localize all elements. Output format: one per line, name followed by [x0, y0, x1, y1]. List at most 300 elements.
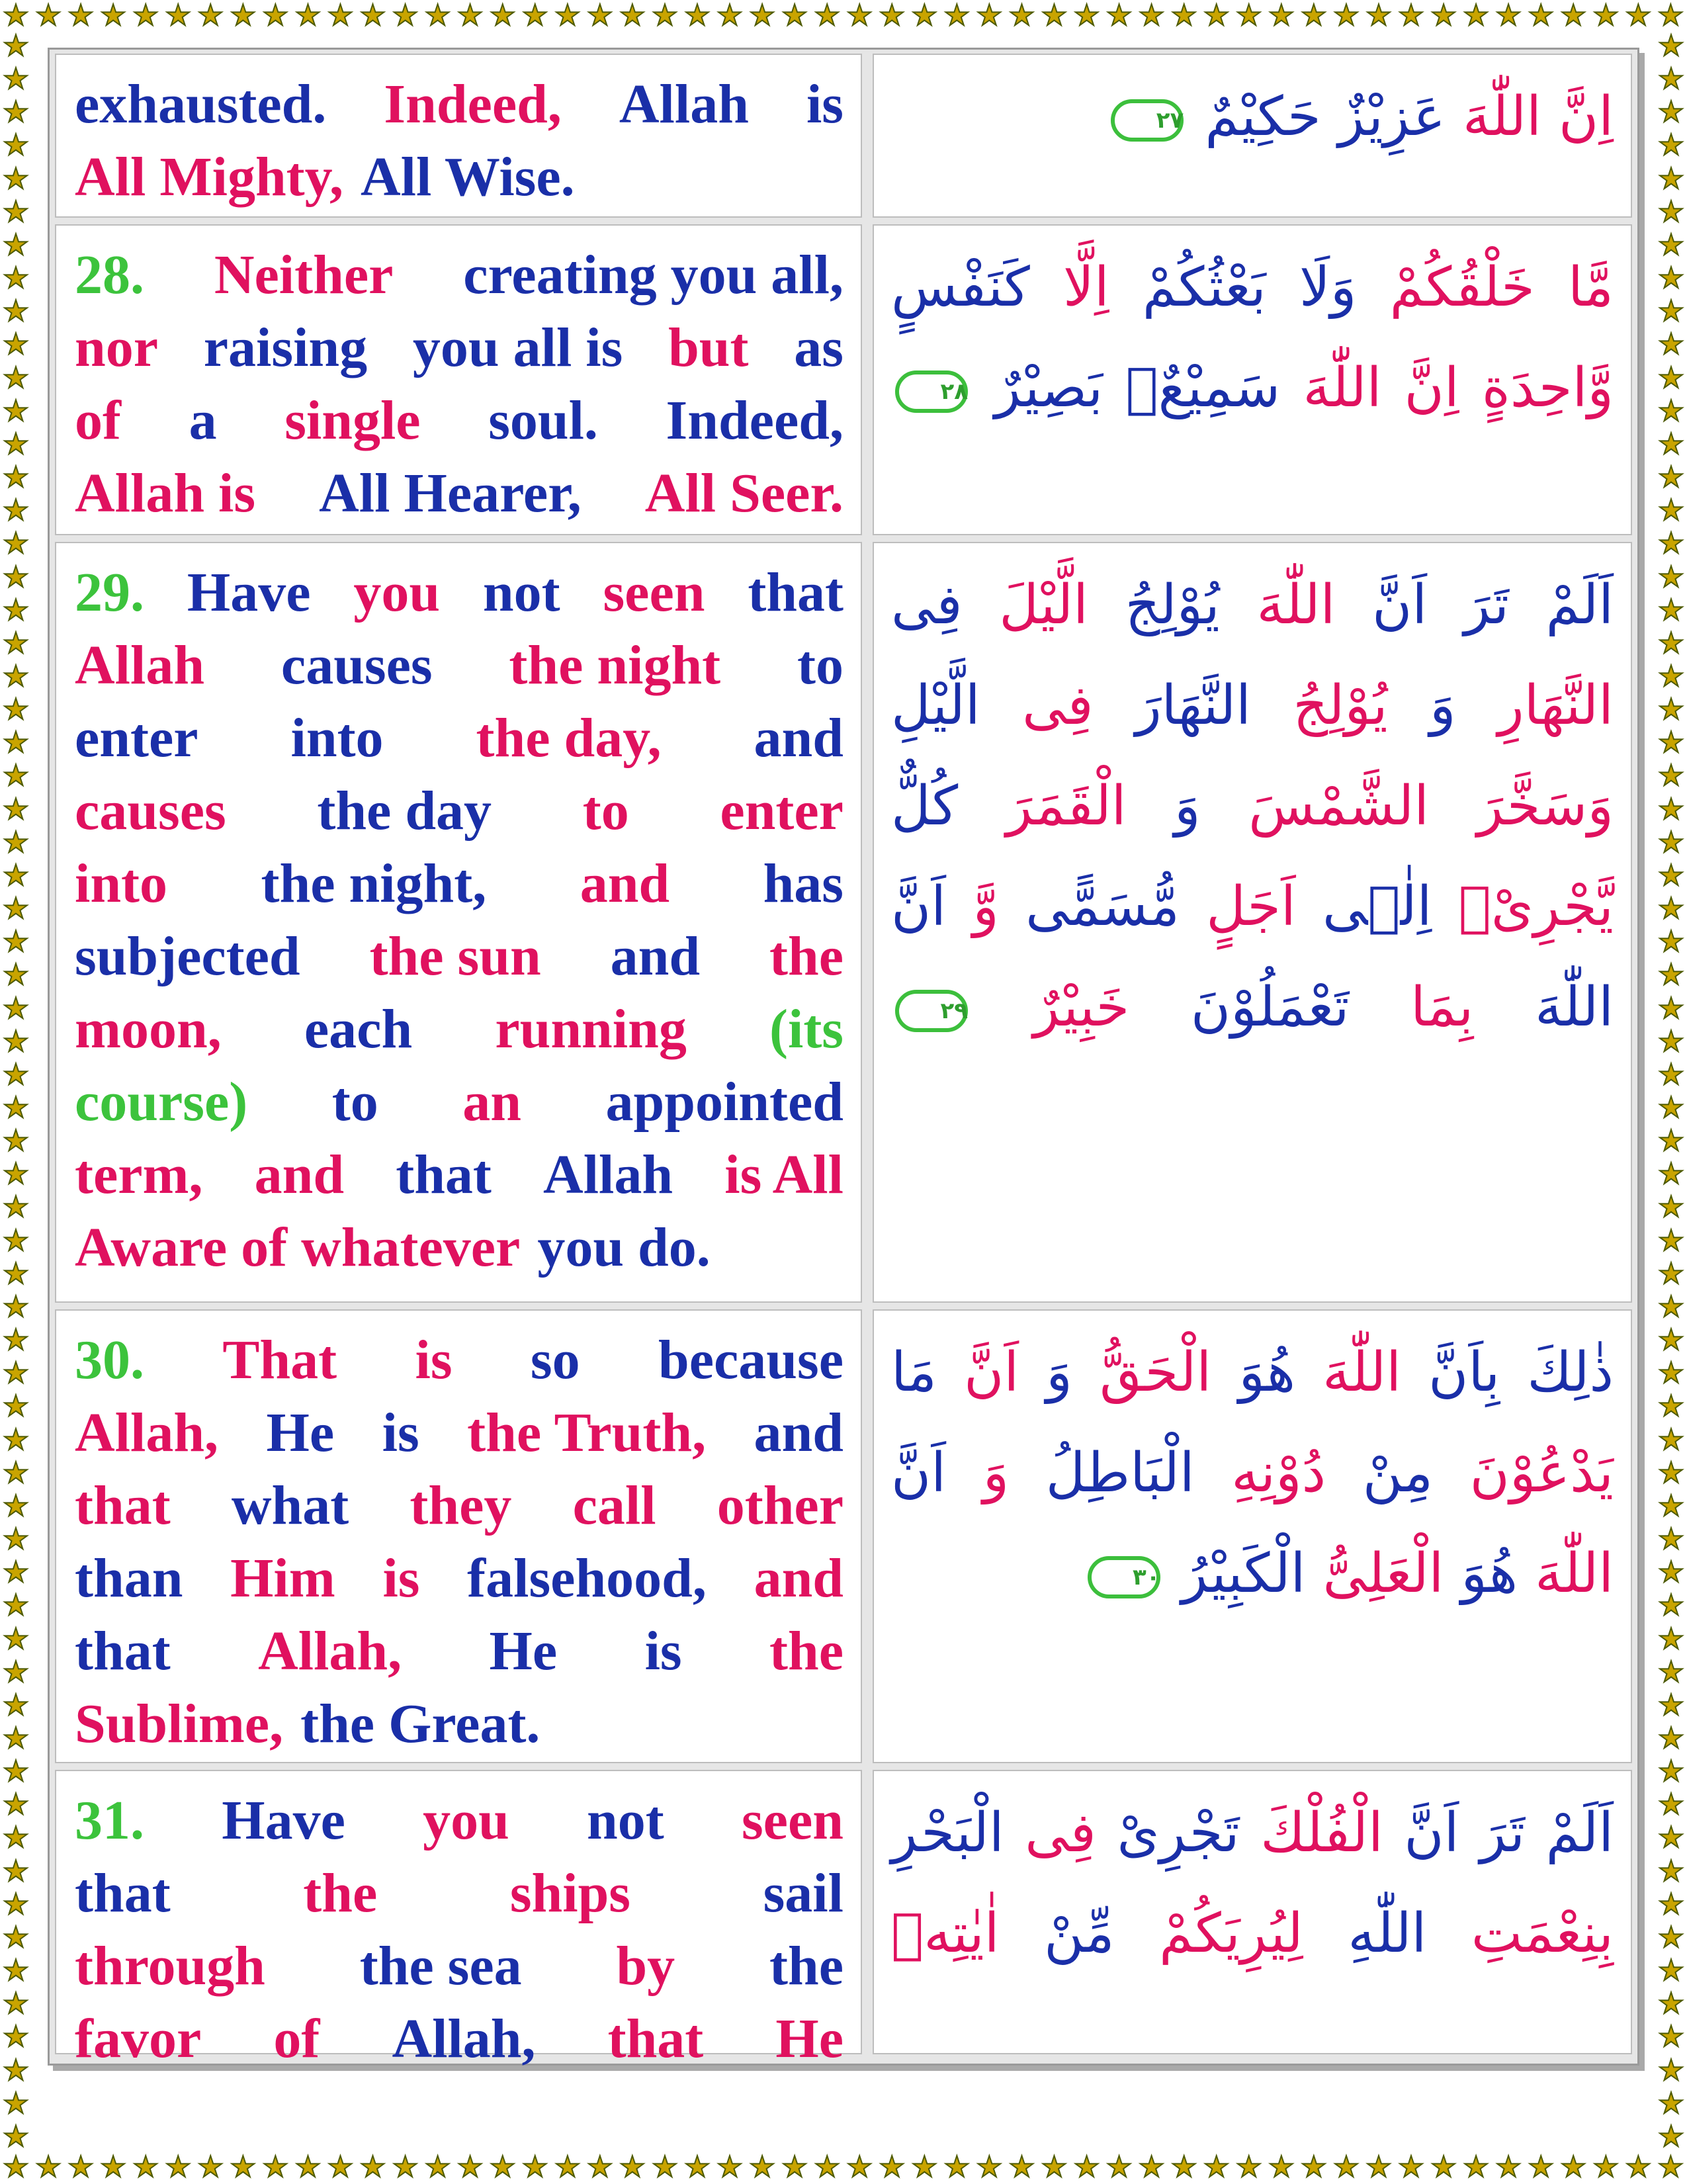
star-icon: ★ — [3, 1289, 29, 1324]
translation-word: All Hearer, — [319, 462, 582, 524]
arabic-word: وَ — [982, 1442, 1010, 1505]
star-icon: ★ — [1495, 2150, 1522, 2184]
star-icon: ★ — [3, 294, 29, 329]
star-icon: ★ — [3, 1091, 29, 1125]
arabic-word: الْفُلْكَ — [1260, 1802, 1383, 1864]
star-icon: ★ — [1658, 1489, 1684, 1523]
arabic-word: الْبَاطِلُ — [1045, 1442, 1195, 1505]
translation-word: Indeed, — [384, 73, 562, 135]
arabic-word: مِّنْ — [1044, 1902, 1115, 1965]
star-icon: ★ — [3, 494, 29, 528]
translation-word: 29. — [75, 562, 144, 623]
translation-word: is — [382, 1548, 420, 1609]
verse-table — [48, 48, 1639, 2070]
arabic-word: وَّ — [973, 875, 999, 938]
star-icon: ★ — [100, 2150, 126, 2184]
arabic-word: یُوْلِجُ — [1293, 674, 1388, 737]
ayah-number-marker-icon — [1088, 1556, 1160, 1598]
translation-word: to — [331, 1071, 378, 1133]
star-icon: ★ — [781, 2150, 808, 2184]
star-icon: ★ — [294, 2150, 322, 2184]
star-icon: ★ — [911, 2150, 938, 2184]
star-icon: ★ — [3, 1157, 29, 1192]
translation-word: you all is — [412, 317, 623, 378]
star-icon: ★ — [1463, 0, 1489, 32]
translation-word: enter — [75, 707, 198, 769]
arabic-word: مُّسَمًّى — [1025, 875, 1180, 938]
star-icon: ★ — [3, 1356, 29, 1391]
translation-word: the night, — [261, 853, 487, 914]
arabic-line — [891, 555, 1614, 656]
star-icon: ★ — [3, 460, 29, 495]
arabic-word: تَجْرِیْ — [1117, 1802, 1240, 1864]
arabic-word: الْقَمَرَ — [1006, 775, 1127, 838]
english-translation-cell — [55, 54, 862, 218]
translation-word: of — [273, 2008, 320, 2070]
star-icon: ★ — [3, 2150, 29, 2184]
translation-word: the — [769, 1935, 844, 1997]
star-icon: ★ — [1658, 1057, 1684, 1092]
star-icon: ★ — [3, 1887, 29, 1921]
star-icon: ★ — [3, 2020, 29, 2054]
translation-line — [75, 1469, 844, 1542]
star-icon: ★ — [1658, 261, 1684, 296]
star-icon: ★ — [1658, 626, 1684, 660]
star-icon: ★ — [262, 0, 289, 32]
star-icon: ★ — [3, 1024, 29, 1059]
star-icon: ★ — [911, 0, 938, 32]
star-icon: ★ — [3, 228, 29, 262]
star-icon: ★ — [3, 62, 29, 97]
arabic-word: اللّٰهَ — [1322, 1341, 1401, 1404]
translation-word: other — [716, 1475, 844, 1536]
verse-row — [55, 1309, 1632, 1763]
arabic-line — [891, 756, 1614, 857]
star-icon: ★ — [1658, 991, 1684, 1026]
translation-word: into — [75, 853, 168, 914]
star-icon: ★ — [1658, 1688, 1684, 1722]
star-icon: ★ — [1658, 95, 1684, 130]
arabic-word: النَّهَارِ — [1498, 674, 1614, 737]
arabic-word: اَنَّ — [1372, 574, 1428, 636]
translation-word: that — [748, 562, 844, 623]
star-icon: ★ — [3, 261, 29, 296]
star-icon: ★ — [1073, 2150, 1100, 2184]
translation-word: than — [75, 1548, 183, 1609]
star-icon: ★ — [3, 1057, 29, 1092]
translation-word: by — [616, 1935, 675, 1997]
star-icon: ★ — [3, 1987, 29, 2021]
translation-line — [75, 239, 844, 312]
star-icon: ★ — [1658, 394, 1684, 428]
translation-word: of — [75, 390, 121, 451]
translation-word: falsehood, — [467, 1548, 707, 1609]
star-icon: ★ — [1658, 1887, 1684, 1921]
star-icon: ★ — [1236, 0, 1262, 32]
star-icon: ★ — [1105, 0, 1133, 32]
arabic-line — [891, 67, 1614, 167]
translation-word: is — [644, 1620, 682, 1682]
arabic-word: الْحَقُّ — [1100, 1341, 1212, 1404]
star-icon: ★ — [1658, 460, 1684, 495]
translation-word: course) — [75, 1071, 248, 1133]
translation-word: creating you all, — [463, 244, 844, 306]
star-icon: ★ — [3, 95, 29, 130]
star-icon: ★ — [327, 0, 354, 32]
translation-word: what — [231, 1475, 349, 1536]
arabic-word: اَنَّ — [891, 875, 947, 938]
arabic-word: یَدْعُوْنَ — [1469, 1442, 1614, 1505]
star-icon: ★ — [1073, 0, 1100, 32]
translation-word: Allah, — [258, 1620, 402, 1682]
english-translation-cell — [55, 224, 862, 535]
translation-word: you do. — [537, 1217, 711, 1278]
translation-word: and — [610, 926, 701, 987]
star-icon: ★ — [1658, 892, 1684, 926]
arabic-word: بِاَنَّ — [1428, 1341, 1500, 1404]
star-icon: ★ — [3, 792, 29, 826]
translation-line — [75, 1688, 844, 1761]
star-icon: ★ — [3, 593, 29, 627]
arabic-word: مَّا خَلْقُكُمْ — [1389, 256, 1614, 319]
translation-word: the day, — [476, 707, 662, 769]
star-icon: ★ — [3, 1389, 29, 1424]
translation-word: is — [382, 1402, 419, 1463]
star-icon: ★ — [1333, 0, 1360, 32]
star-icon: ★ — [456, 0, 484, 32]
translation-word: Allah — [619, 73, 749, 135]
translation-word: raising — [203, 317, 368, 378]
star-icon: ★ — [1138, 2150, 1165, 2184]
translation-line — [75, 848, 844, 920]
translation-word: Have — [222, 1790, 345, 1851]
arabic-word: وَ — [1046, 1341, 1072, 1404]
star-icon: ★ — [1658, 1223, 1684, 1258]
english-translation-cell — [55, 1309, 862, 1763]
star-icon: ★ — [3, 2053, 29, 2087]
translation-word: a — [189, 390, 217, 451]
star-icon: ★ — [489, 0, 516, 32]
arabic-word: اَجَلٍ — [1206, 875, 1296, 938]
star-icon: ★ — [1658, 726, 1684, 760]
arabic-word: اٰیٰتِهٖ — [891, 1902, 1000, 1965]
star-icon: ★ — [554, 0, 581, 32]
translation-word: the Truth, — [467, 1402, 707, 1463]
ayah-number: ۳۰ — [1133, 1563, 1160, 1591]
star-icon: ★ — [1658, 659, 1684, 693]
star-icon: ★ — [1333, 2150, 1360, 2184]
star-icon: ★ — [456, 2150, 484, 2184]
arabic-word: اَنَّ — [964, 1341, 1019, 1404]
arabic-word: كُلٌّ — [891, 775, 959, 838]
star-icon: ★ — [1658, 1788, 1684, 1822]
star-icon: ★ — [1138, 0, 1165, 32]
star-icon: ★ — [424, 2150, 451, 2184]
translation-word: the — [769, 1620, 844, 1682]
arabic-word: لِیُرِیَكُمْ — [1159, 1902, 1303, 1965]
arabic-word: اِنَّ اللّٰهَ — [1463, 85, 1614, 148]
translation-word: call — [572, 1475, 656, 1536]
translation-line — [75, 1857, 844, 1930]
star-icon: ★ — [392, 0, 419, 32]
star-icon: ★ — [1203, 0, 1230, 32]
translation-word: All Mighty, — [75, 146, 344, 208]
star-icon: ★ — [359, 2150, 386, 2184]
star-icon: ★ — [1430, 2150, 1457, 2184]
star-icon: ★ — [522, 0, 548, 32]
star-icon: ★ — [1658, 1422, 1684, 1457]
translation-word: Allah is — [75, 462, 256, 524]
arabic-line — [891, 1524, 1614, 1624]
arabic-word: دُوْنِهِ — [1231, 1442, 1326, 1505]
translation-line — [75, 1139, 844, 1211]
arabic-word: الْكَبِیْرُ — [1181, 1542, 1306, 1605]
star-icon: ★ — [3, 925, 29, 959]
arabic-word: الَّیْلِ — [891, 674, 980, 737]
star-icon: ★ — [1658, 2119, 1684, 2154]
arabic-word: وَسَخَّرَ — [1477, 775, 1614, 838]
arabic-word: مَا — [891, 1341, 937, 1404]
star-icon: ★ — [3, 1124, 29, 1158]
star-icon: ★ — [1203, 2150, 1230, 2184]
arabic-line — [891, 1323, 1614, 1423]
arabic-word: الشَّمْسَ — [1248, 775, 1429, 838]
star-icon: ★ — [1658, 1289, 1684, 1324]
arabic-word: وَ — [1429, 674, 1456, 737]
arabic-word: اَلَمْ تَرَ — [1480, 1802, 1614, 1864]
star-icon: ★ — [652, 2150, 678, 2184]
star-icon: ★ — [3, 759, 29, 793]
star-icon: ★ — [3, 1323, 29, 1358]
star-icon: ★ — [1657, 0, 1684, 32]
arabic-line — [891, 1423, 1614, 1524]
star-icon: ★ — [197, 2150, 224, 2184]
translation-word: and — [754, 707, 844, 769]
star-icon: ★ — [1398, 2150, 1424, 2184]
star-icon: ★ — [1658, 29, 1684, 63]
arabic-line — [891, 957, 1614, 1058]
star-icon: ★ — [1658, 1389, 1684, 1424]
star-icon: ★ — [1528, 2150, 1554, 2184]
translation-line — [75, 629, 844, 702]
translation-line — [75, 993, 844, 1066]
translation-word: is All — [724, 1144, 844, 1205]
star-icon: ★ — [1658, 1256, 1684, 1291]
ayah-number: ۲۹ — [940, 997, 968, 1024]
arabic-word: وَلَا بَعْثُكُمْ — [1142, 256, 1357, 319]
star-icon: ★ — [1658, 825, 1684, 859]
translation-line — [75, 1930, 844, 2003]
star-icon: ★ — [3, 2086, 29, 2120]
translation-word: not — [587, 1790, 664, 1851]
arabic-word: اَنَّ — [1404, 1802, 1459, 1864]
translation-word: 28. — [75, 244, 144, 306]
star-icon: ★ — [1658, 427, 1684, 461]
arabic-word: تَعْمَلُوْنَ — [1190, 976, 1350, 1039]
star-icon: ★ — [197, 0, 224, 32]
translation-word: that — [75, 1862, 171, 1924]
arabic-word: یَّجْرِیْۤ — [1458, 875, 1614, 938]
star-icon: ★ — [3, 1821, 29, 1855]
star-icon: ★ — [1658, 1456, 1684, 1490]
translation-word: He — [775, 2008, 844, 2070]
translation-line — [75, 920, 844, 993]
star-icon: ★ — [1008, 2150, 1035, 2184]
arabic-word: اِلٰۤى — [1322, 875, 1432, 938]
star-icon: ★ — [1236, 2150, 1262, 2184]
star-icon: ★ — [1658, 1522, 1684, 1557]
star-icon: ★ — [3, 2119, 29, 2154]
translation-line — [75, 1615, 844, 1688]
translation-line — [75, 457, 844, 530]
arabic-word: سَمِیْعٌۢ بَصِیْرٌ — [994, 357, 1281, 419]
star-icon: ★ — [587, 2150, 613, 2184]
star-icon: ★ — [1105, 2150, 1133, 2184]
star-icon: ★ — [1658, 1920, 1684, 1954]
star-icon: ★ — [359, 0, 386, 32]
arabic-word: اِلَّا — [1063, 256, 1109, 319]
star-icon: ★ — [3, 1854, 29, 1888]
translation-word: nor — [75, 317, 158, 378]
translation-line — [75, 702, 844, 775]
translation-word: moon, — [75, 998, 222, 1060]
star-icon: ★ — [1041, 2150, 1068, 2184]
star-icon: ★ — [587, 0, 613, 32]
translation-line — [75, 1397, 844, 1469]
arabic-word: عَزِیْزٌ حَكِیْمٌ — [1205, 85, 1446, 148]
translation-line — [75, 1066, 844, 1139]
translation-word: you — [353, 562, 441, 623]
translation-word: Allah — [543, 1144, 673, 1205]
translation-word: the sun — [369, 926, 541, 987]
star-icon: ★ — [132, 0, 159, 32]
star-icon: ★ — [1658, 1157, 1684, 1192]
star-icon: ★ — [943, 2150, 971, 2184]
translation-word: (its — [769, 998, 844, 1060]
translation-word: term, — [75, 1144, 203, 1205]
star-icon: ★ — [814, 2150, 840, 2184]
translation-word: running — [495, 998, 687, 1060]
star-icon: ★ — [1658, 1555, 1684, 1590]
star-icon: ★ — [1658, 494, 1684, 528]
star-icon: ★ — [1592, 0, 1620, 32]
star-icon: ★ — [230, 0, 257, 32]
arabic-line — [891, 1884, 1614, 1984]
arabic-line — [891, 1783, 1614, 1884]
star-icon: ★ — [327, 2150, 354, 2184]
translation-word: the sea — [359, 1935, 522, 1997]
star-icon: ★ — [489, 2150, 516, 2184]
translation-word: ships — [509, 1862, 630, 1924]
verse-row — [55, 542, 1632, 1303]
arabic-word: اللّٰهَ — [1535, 976, 1614, 1039]
translation-word: has — [763, 853, 844, 914]
star-icon: ★ — [1658, 1190, 1684, 1225]
arabic-word: فِی — [891, 574, 963, 636]
translation-word: because — [658, 1329, 844, 1391]
star-icon: ★ — [3, 1190, 29, 1225]
translation-word: favor — [75, 2008, 202, 2070]
star-icon: ★ — [1658, 1024, 1684, 1059]
ayah-number: ۲۸ — [940, 378, 968, 405]
star-icon: ★ — [1658, 759, 1684, 793]
star-icon: ★ — [1658, 527, 1684, 561]
star-icon: ★ — [165, 0, 191, 32]
star-icon: ★ — [1658, 1622, 1684, 1656]
arabic-line — [891, 238, 1614, 338]
translation-line — [75, 775, 844, 848]
star-icon: ★ — [3, 991, 29, 1026]
translation-word: That — [222, 1329, 337, 1391]
star-icon: ★ — [1658, 128, 1684, 163]
translation-word: as — [794, 317, 844, 378]
star-icon: ★ — [3, 1755, 29, 1789]
star-icon: ★ — [262, 2150, 289, 2184]
translation-word: an — [462, 1071, 521, 1133]
translation-word: Indeed, — [666, 390, 844, 451]
star-icon: ★ — [1170, 2150, 1197, 2184]
star-icon: ★ — [3, 1522, 29, 1557]
translation-word: single — [284, 390, 421, 451]
star-icon: ★ — [3, 394, 29, 428]
translation-word: Allah — [75, 634, 205, 696]
star-icon: ★ — [424, 0, 451, 32]
star-icon: ★ — [1658, 792, 1684, 826]
star-icon: ★ — [35, 0, 62, 32]
translation-word: Sublime, — [75, 1693, 284, 1755]
translation-word: subjected — [75, 926, 300, 987]
star-icon: ★ — [846, 0, 873, 32]
star-border-top — [1, 1, 1686, 30]
translation-word: and — [580, 853, 670, 914]
arabic-word: الَّیْلَ — [999, 574, 1088, 636]
star-icon: ★ — [1658, 1987, 1684, 2021]
star-icon: ★ — [1398, 0, 1424, 32]
star-icon: ★ — [1658, 958, 1684, 992]
star-icon: ★ — [1430, 0, 1457, 32]
star-icon: ★ — [67, 0, 94, 32]
arabic-word: اللّٰهِ — [1348, 1902, 1427, 1965]
arabic-word: الْعَلِیُّ — [1322, 1542, 1444, 1605]
arabic-word: اَلَمْ تَرَ — [1463, 574, 1614, 636]
star-icon: ★ — [1658, 328, 1684, 362]
translation-word: that — [75, 1620, 171, 1682]
star-icon: ★ — [943, 0, 971, 32]
translation-word: is — [415, 1329, 453, 1391]
star-icon: ★ — [1008, 0, 1035, 32]
translation-line — [75, 141, 844, 214]
star-icon: ★ — [3, 1489, 29, 1523]
star-border-right — [1657, 29, 1686, 2154]
translation-word: All Wise. — [361, 146, 575, 208]
translation-line — [75, 1211, 844, 1284]
star-icon: ★ — [1268, 0, 1295, 32]
star-icon: ★ — [3, 825, 29, 859]
star-icon: ★ — [1041, 0, 1068, 32]
translation-word: causes — [75, 780, 226, 842]
arabic-word: مِنْ — [1362, 1442, 1434, 1505]
star-icon: ★ — [3, 726, 29, 760]
star-icon: ★ — [3, 1256, 29, 1291]
star-icon: ★ — [1658, 925, 1684, 959]
translation-word: soul. — [488, 390, 598, 451]
arabic-word: هُوَ — [1461, 1542, 1518, 1605]
translation-line — [75, 1542, 844, 1615]
arabic-line — [891, 857, 1614, 957]
star-icon: ★ — [294, 0, 322, 32]
arabic-word: وَ — [1174, 775, 1201, 838]
star-icon: ★ — [1658, 161, 1684, 196]
